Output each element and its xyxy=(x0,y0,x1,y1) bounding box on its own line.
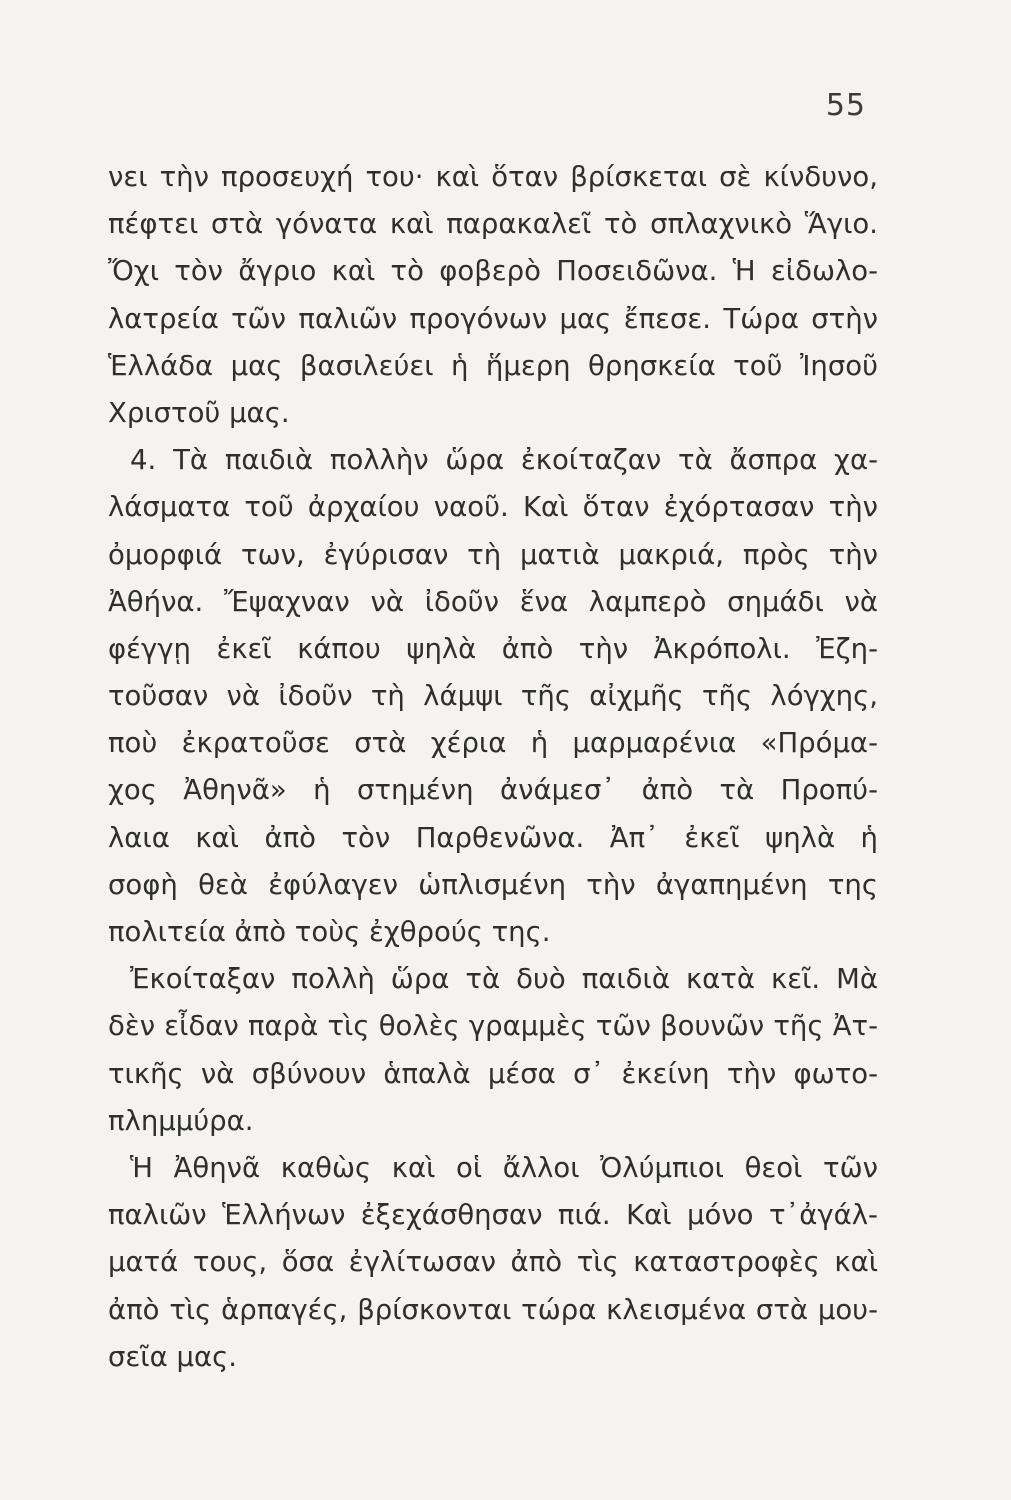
text-line: Ὄχι τὸν ἄγριο καὶ τὸ φοβερὸ Ποσειδῶνα. Ἡ εἰδωλο- xyxy=(108,255,878,288)
text-line: Ἡ Ἀθηνᾶ καθὼς καὶ οἱ ἄλλοι Ὀλύμπιοι θεοὶ τῶν xyxy=(130,1151,878,1184)
text-line: λατρεία τῶν παλιῶν προγόνων μας ἔπεσε. Τώρα στὴν xyxy=(108,302,878,335)
text-line: 4. Τὰ παιδιὰ πολλὴν ὥρα ἐκοίταζαν τὰ ἄσπρα χα- xyxy=(130,444,878,477)
text-line: Ἀθήνα. Ἔψαχναν νὰ ἰδοῦν ἕνα λαμπερὸ σημάδι νὰ xyxy=(108,585,878,618)
text-line: νει τὴν προσευχή του· καὶ ὅταν βρίσκεται σὲ κίνδυνο, xyxy=(108,161,878,193)
text-line: σεῖα μας. xyxy=(108,1340,237,1373)
text-line: ποὺ ἐκρατοῦσε στὰ χέρια ἡ μαρμαρένια «Πρόμα- xyxy=(108,727,878,760)
text-line: δὲν εἶδαν παρὰ τὶς θολὲς γραμμὲς τῶν βουνῶν τῆς Ἀτ- xyxy=(108,1010,878,1043)
text-line: φέγγῃ ἐκεῖ κάπου ψηλὰ ἀπὸ τὴν Ἀκρόπολι. Ἐζη- xyxy=(108,632,878,665)
text-line: Χριστοῦ μας. xyxy=(108,396,290,429)
text-line: λάσματα τοῦ ἀρχαίου ναοῦ. Καὶ ὅταν ἐχόρτασαν τὴν xyxy=(108,491,878,524)
text-line: ὀμορφιά των, ἐγύρισαν τὴ ματιὰ μακριά, πρὸς τὴν xyxy=(108,538,878,571)
text-line: σοφὴ θεὰ ἐφύλαγεν ὡπλισμένη τὴν ἀγαπημένη της xyxy=(108,868,878,901)
body-text xyxy=(108,154,878,1381)
text-line: τοῦσαν νὰ ἰδοῦν τὴ λάμψι τῆς αἰχμῆς τῆς λόγχης, xyxy=(108,680,878,713)
text-line: Ἐκοίταξαν πολλὴ ὥρα τὰ δυὸ παιδιὰ κατὰ κεῖ. Μὰ xyxy=(130,963,878,996)
text-line: Ἑλλάδα μας βασιλεύει ἡ ἥμερη θρησκεία τοῦ Ἰησοῦ xyxy=(108,349,878,382)
text-line: χος Ἀθηνᾶ» ἡ στημένη ἀνάμεσ᾽ ἀπὸ τὰ Προπύ- xyxy=(108,774,878,807)
text-line: πέφτει στὰ γόνατα καὶ παρακαλεῖ τὸ σπλαχνικὸ Ἅγιο. xyxy=(108,208,878,241)
text-line: παλιῶν Ἑλλήνων ἐξεχάσθησαν πιά. Καὶ μόνο τ᾽ἀγάλ- xyxy=(108,1199,878,1232)
text-line: τικῆς νὰ σβύνουν ἁπαλὰ μέσα σ᾽ ἐκείνη τὴν φωτο- xyxy=(108,1057,878,1090)
page-number: 55 xyxy=(825,88,866,123)
text-line: πλημμύρα. xyxy=(108,1104,254,1137)
text-line: πολιτεία ἀπὸ τοὺς ἐχθρούς της. xyxy=(108,916,551,948)
text-line: λαια καὶ ἀπὸ τὸν Παρθενῶνα. Ἀπ᾽ ἐκεῖ ψηλὰ ἡ xyxy=(108,821,878,854)
text-line: ματά τους, ὅσα ἐγλίτωσαν ἀπὸ τὶς καταστροφὲς καὶ xyxy=(108,1246,878,1279)
text-line: ἀπὸ τὶς ἁρπαγές, βρίσκονται τώρα κλεισμένα στὰ μου- xyxy=(108,1293,878,1326)
